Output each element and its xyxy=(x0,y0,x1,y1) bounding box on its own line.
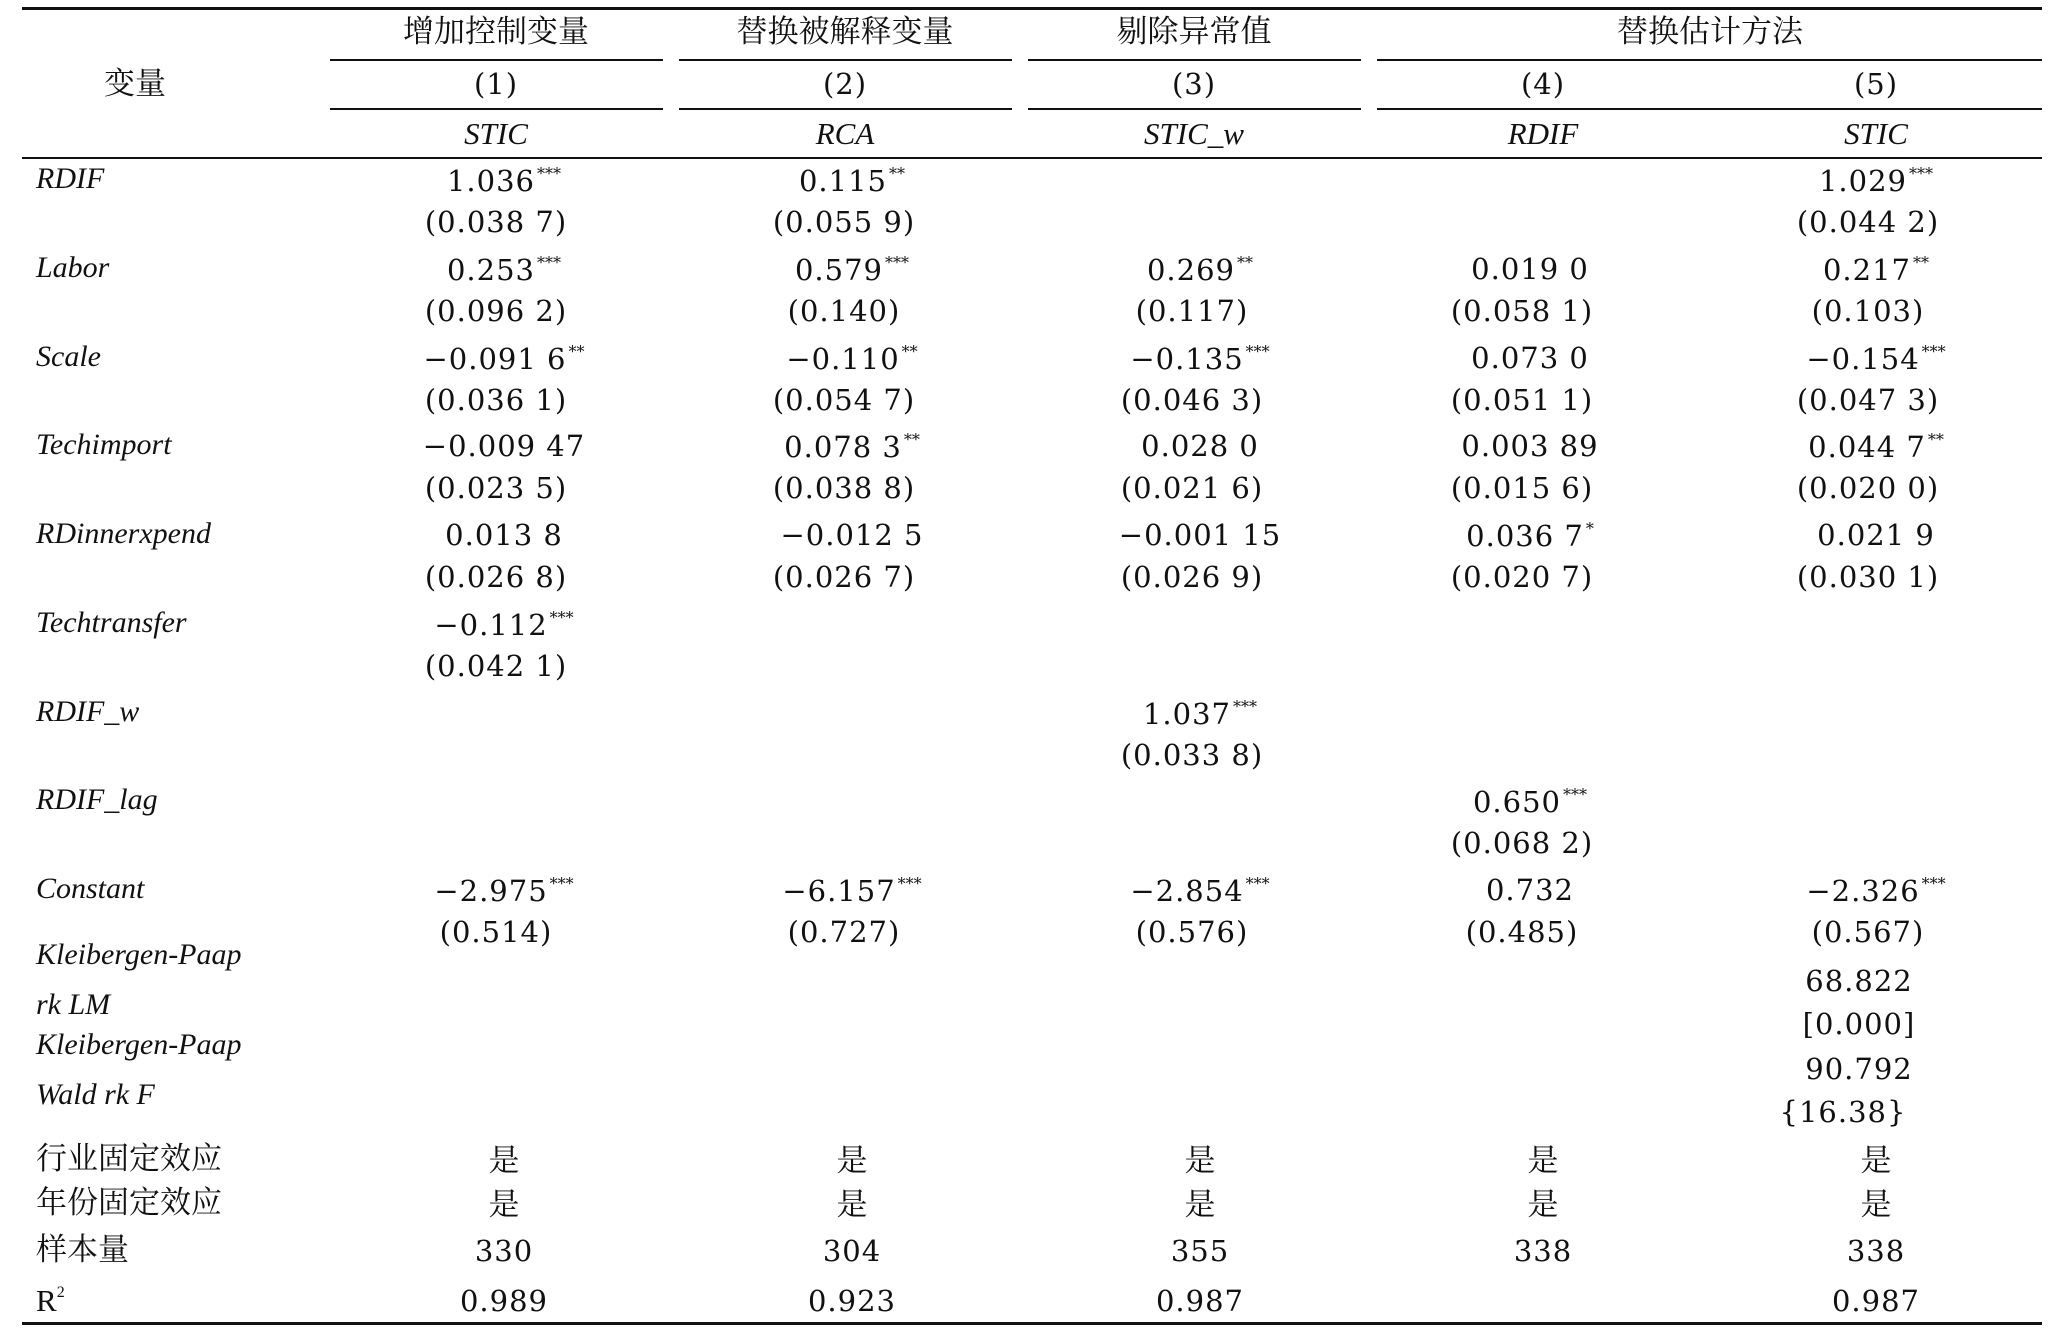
coef-cell xyxy=(1118,518,1282,552)
std-error-cell: (0.042 1) xyxy=(424,649,568,683)
significance-stars: *** xyxy=(897,874,922,893)
row-label: Techimport xyxy=(36,428,172,461)
footer-label-text: 行业固定效应 xyxy=(36,1141,222,1177)
kp-lm-label-line2: rk LM xyxy=(36,988,111,1021)
dep-var-1: STIC xyxy=(464,116,528,151)
coef-cell xyxy=(1466,521,1594,551)
dep-var-5: STIC xyxy=(1844,116,1908,151)
kp-lm-value: 68.822 xyxy=(1805,964,1913,998)
group-header-3: 剔除异常值 xyxy=(1116,14,1272,50)
coef-cell xyxy=(434,610,573,640)
significance-stars: *** xyxy=(537,164,562,183)
coef-value: −0.154 xyxy=(1806,342,1920,376)
footer-value-cell: 0.987 xyxy=(1155,1284,1245,1318)
colnum-rule-1 xyxy=(330,108,663,110)
significance-stars: *** xyxy=(537,253,562,272)
coef-cell xyxy=(1471,341,1589,375)
top-rule xyxy=(22,7,2042,10)
coef-value: 1.037 xyxy=(1142,697,1232,731)
coef-value: 0.028 0 xyxy=(1141,429,1259,463)
std-error-cell: (0.051 1) xyxy=(1450,383,1594,417)
coef-cell xyxy=(424,344,585,374)
footer-value-cell: 0.923 xyxy=(807,1284,897,1318)
footer-label-text: 年份固定效应 xyxy=(36,1185,222,1221)
coef-value: 0.115 xyxy=(798,164,888,198)
kp-f-value: 90.792 xyxy=(1805,1052,1913,1086)
coef-value: 0.036 7 xyxy=(1466,519,1584,553)
coef-value: −2.854 xyxy=(1130,874,1244,908)
row-label: Labor xyxy=(36,251,110,284)
significance-stars: *** xyxy=(1245,874,1270,893)
coef-cell xyxy=(1471,252,1589,286)
std-error-cell: (0.103) xyxy=(1811,294,1925,328)
coef-value: −2.326 xyxy=(1806,874,1920,908)
col-number-2: (2) xyxy=(822,67,868,101)
significance-stars: *** xyxy=(1233,697,1258,716)
std-error-cell: (0.727) xyxy=(787,915,901,949)
std-error-cell: (0.096 2) xyxy=(424,294,568,328)
footer-value-cell: 0.989 xyxy=(459,1284,549,1318)
coef-cell xyxy=(422,429,586,463)
std-error-cell: (0.485) xyxy=(1465,915,1579,949)
footer-value-cell: 304 xyxy=(822,1234,882,1268)
coef-value: 1.029 xyxy=(1818,164,1908,198)
kp-f-label-line2: Wald rk F xyxy=(36,1078,155,1111)
coef-cell xyxy=(445,518,563,552)
coef-cell xyxy=(780,518,924,552)
coef-cell xyxy=(1817,518,1935,552)
bottom-rule xyxy=(22,1322,2042,1325)
kp-f-critical: {16.38} xyxy=(1779,1095,1907,1129)
std-error-cell: (0.038 7) xyxy=(424,205,568,239)
coef-cell xyxy=(1473,787,1587,817)
significance-stars: ** xyxy=(903,430,920,449)
col-number-5: (5) xyxy=(1853,67,1899,101)
dep-var-4: RDIF xyxy=(1507,116,1579,151)
footer-label-text: R xyxy=(36,1283,57,1318)
footer-value-cell: 338 xyxy=(1513,1234,1573,1268)
dep-var-3: STIC_w xyxy=(1144,116,1244,151)
coef-cell xyxy=(1143,699,1257,729)
coef-value: −0.110 xyxy=(786,342,900,376)
row-label: RDIF_w xyxy=(36,695,140,728)
footer-value-cell: 是 xyxy=(836,1143,868,1179)
std-error-cell: (0.023 5) xyxy=(424,471,568,505)
std-error-cell: (0.576) xyxy=(1135,915,1249,949)
footer-value-cell: 338 xyxy=(1846,1234,1906,1268)
significance-stars: *** xyxy=(549,608,574,627)
coef-value: −0.001 15 xyxy=(1118,518,1282,552)
coef-value: 0.013 8 xyxy=(445,518,563,552)
coef-value: 0.019 0 xyxy=(1471,252,1589,286)
colnum-rule-4 xyxy=(1377,108,2042,110)
footer-value-cell: 是 xyxy=(1184,1143,1216,1179)
group-rule-1 xyxy=(330,59,663,61)
row-label: RDIF_lag xyxy=(36,783,158,816)
std-error-cell: (0.054 7) xyxy=(772,383,916,417)
variable-header: 变量 xyxy=(104,66,166,102)
coef-value: 0.650 xyxy=(1472,785,1562,819)
coef-cell xyxy=(784,432,920,462)
row-label: RDinnerxpend xyxy=(36,517,211,550)
kp-lm-label-line1: Kleibergen-Paap xyxy=(36,938,242,971)
coef-cell xyxy=(1485,873,1575,907)
coef-cell xyxy=(1141,429,1259,463)
footer-label-superscript: 2 xyxy=(56,1284,65,1301)
significance-stars: ** xyxy=(1927,430,1944,449)
coef-cell xyxy=(782,876,921,906)
footer-row-label xyxy=(36,1185,222,1221)
group-rule-3 xyxy=(1028,59,1361,61)
std-error-cell: (0.058 1) xyxy=(1450,294,1594,328)
coef-value: −0.012 5 xyxy=(780,518,924,552)
std-error-cell: (0.026 7) xyxy=(772,560,916,594)
significance-stars: *** xyxy=(885,253,910,272)
coef-cell xyxy=(1130,876,1269,906)
std-error-cell: (0.055 9) xyxy=(772,205,916,239)
footer-value-cell: 是 xyxy=(488,1143,520,1179)
coef-cell xyxy=(434,876,573,906)
std-error-cell: (0.026 8) xyxy=(424,560,568,594)
coef-cell xyxy=(1806,876,1945,906)
coef-cell xyxy=(1823,255,1929,285)
coef-cell xyxy=(447,255,561,285)
coef-value: 0.073 0 xyxy=(1471,341,1589,375)
std-error-cell: (0.514) xyxy=(439,915,553,949)
significance-stars: *** xyxy=(1909,164,1934,183)
coef-value: −0.091 6 xyxy=(423,342,567,376)
std-error-cell: (0.044 2) xyxy=(1796,205,1940,239)
footer-value-cell: 是 xyxy=(488,1187,520,1223)
coef-cell xyxy=(1808,432,1944,462)
std-error-cell: (0.026 9) xyxy=(1120,560,1264,594)
footer-value-cell: 是 xyxy=(1184,1187,1216,1223)
std-error-cell: (0.015 6) xyxy=(1450,471,1594,505)
std-error-cell: (0.020 0) xyxy=(1796,471,1940,505)
coef-value: 0.732 xyxy=(1485,873,1575,907)
row-label: Scale xyxy=(36,340,101,373)
col-number-3: (3) xyxy=(1171,67,1217,101)
footer-row-label xyxy=(36,1285,65,1316)
footer-row-label xyxy=(36,1141,222,1177)
coef-value: 0.253 xyxy=(446,253,536,287)
group-header-4: 替换估计方法 xyxy=(1617,14,1803,50)
std-error-cell: (0.117) xyxy=(1135,294,1249,328)
footer-value-cell: 是 xyxy=(1527,1143,1559,1179)
footer-row-label xyxy=(36,1232,129,1268)
significance-stars: *** xyxy=(1921,874,1946,893)
coef-value: −2.975 xyxy=(434,874,548,908)
coef-cell xyxy=(795,255,909,285)
kp-lm-pvalue: [0.000] xyxy=(1802,1007,1916,1041)
colnum-rule-2 xyxy=(679,108,1012,110)
significance-stars: *** xyxy=(549,874,574,893)
row-label: Techtransfer xyxy=(36,606,187,639)
coef-cell xyxy=(786,344,917,374)
std-error-cell: (0.038 8) xyxy=(772,471,916,505)
coef-value: 1.036 xyxy=(446,164,536,198)
coef-value: 0.021 9 xyxy=(1817,518,1935,552)
coef-cell xyxy=(1461,429,1599,463)
footer-value-cell: 330 xyxy=(474,1234,534,1268)
footer-value-cell: 0.987 xyxy=(1831,1284,1921,1318)
significance-stars: * xyxy=(1585,519,1594,538)
footer-value-cell: 355 xyxy=(1170,1234,1230,1268)
group-rule-2 xyxy=(679,59,1012,61)
col-number-1: (1) xyxy=(473,67,519,101)
coef-value: −6.157 xyxy=(782,874,896,908)
colnum-rule-3 xyxy=(1028,108,1361,110)
significance-stars: ** xyxy=(889,164,906,183)
coef-value: 0.044 7 xyxy=(1808,430,1926,464)
significance-stars: *** xyxy=(1563,785,1588,804)
std-error-cell: (0.068 2) xyxy=(1450,826,1594,860)
std-error-cell: (0.020 7) xyxy=(1450,560,1594,594)
coef-value: 0.217 xyxy=(1822,253,1912,287)
coef-cell xyxy=(1819,166,1933,196)
std-error-cell: (0.047 3) xyxy=(1796,383,1940,417)
group-header-2: 替换被解释变量 xyxy=(736,14,954,50)
significance-stars: ** xyxy=(1237,253,1254,272)
footer-value-cell: 是 xyxy=(1860,1143,1892,1179)
coef-cell xyxy=(1147,255,1253,285)
kp-f-label-line1: Kleibergen-Paap xyxy=(36,1028,242,1061)
coef-cell xyxy=(447,166,561,196)
footer-label-text: 样本量 xyxy=(36,1232,129,1268)
row-label: Constant xyxy=(36,872,145,905)
coef-cell xyxy=(1806,344,1945,374)
coef-value: −0.009 47 xyxy=(422,429,586,463)
std-error-cell: (0.033 8) xyxy=(1120,738,1264,772)
footer-value-cell: 是 xyxy=(1527,1187,1559,1223)
significance-stars: ** xyxy=(568,342,585,361)
row-label: RDIF xyxy=(36,162,105,195)
std-error-cell: (0.030 1) xyxy=(1796,560,1940,594)
group-header-1: 增加控制变量 xyxy=(403,14,589,50)
dep-var-2: RCA xyxy=(815,116,875,151)
coef-cell xyxy=(799,166,905,196)
significance-stars: ** xyxy=(1913,253,1930,272)
coef-value: 0.579 xyxy=(794,253,884,287)
significance-stars: *** xyxy=(1245,342,1270,361)
std-error-cell: (0.140) xyxy=(787,294,901,328)
group-rule-4 xyxy=(1377,59,2042,61)
significance-stars: ** xyxy=(901,342,918,361)
footer-value-cell: 是 xyxy=(836,1187,868,1223)
coef-cell xyxy=(1130,344,1269,374)
coef-value: −0.135 xyxy=(1130,342,1244,376)
std-error-cell: (0.021 6) xyxy=(1120,471,1264,505)
std-error-cell: (0.046 3) xyxy=(1120,383,1264,417)
coef-value: 0.269 xyxy=(1146,253,1236,287)
footer-value-cell: 是 xyxy=(1860,1187,1892,1223)
coef-value: 0.003 89 xyxy=(1461,429,1599,463)
significance-stars: *** xyxy=(1921,342,1946,361)
std-error-cell: (0.036 1) xyxy=(424,383,568,417)
std-error-cell: (0.567) xyxy=(1811,915,1925,949)
header-rule xyxy=(22,157,2042,159)
coef-value: −0.112 xyxy=(434,608,548,642)
col-number-4: (4) xyxy=(1520,67,1566,101)
coef-value: 0.078 3 xyxy=(784,430,902,464)
